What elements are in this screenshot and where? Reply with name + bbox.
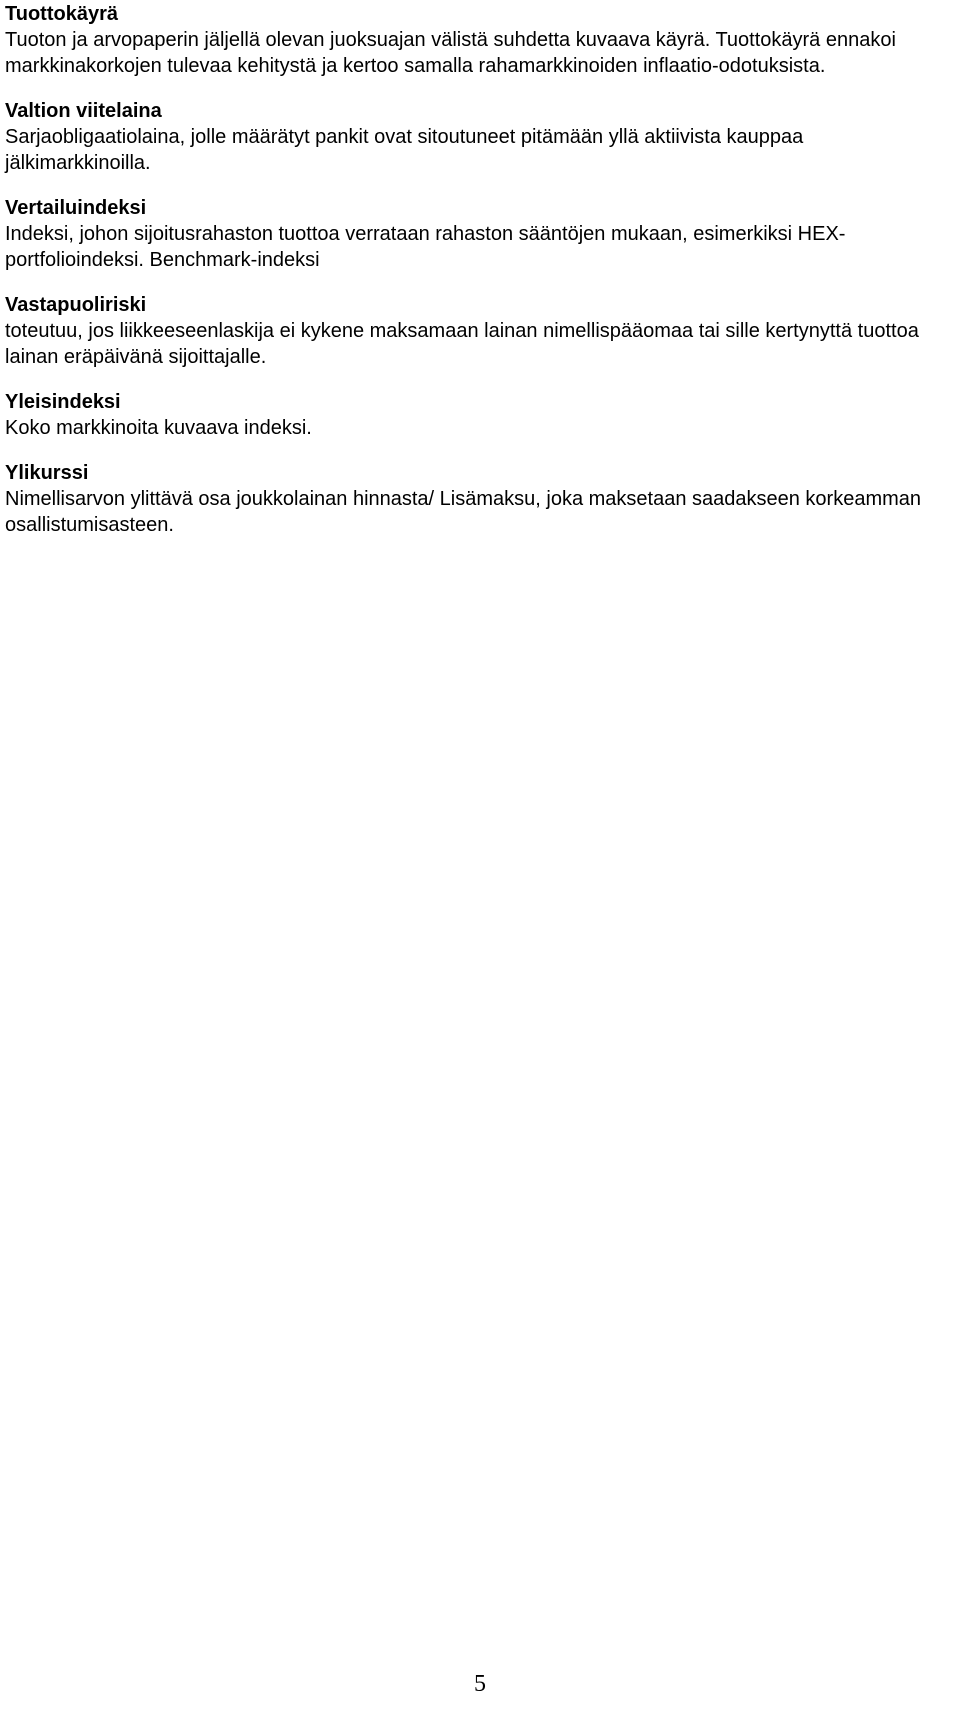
glossary-definition: Tuoton ja arvopaperin jäljellä olevan juoksuajan välistä suhdetta kuvaava käyrä. Tuottokäyrä ennakoi markkinakorkojen tulevaa kehitystä ja kertoo samalla rahamarkkinoiden inflaatio-odotuksista. (5, 29, 896, 77)
glossary-entry (5, 459, 950, 538)
glossary-entry (5, 388, 950, 441)
glossary-definition: Koko markkinoita kuvaava indeksi. (5, 417, 312, 439)
glossary-term: Vertailuindeksi (5, 197, 147, 219)
glossary-definition: Indeksi, johon sijoitusrahaston tuottoa verrataan rahaston sääntöjen mukaan, esimerkiksi HEX-portfolioindeksi. Benchmark-indeksi (5, 223, 846, 271)
glossary-entry (5, 291, 950, 370)
glossary-definition: Sarjaobligaatiolaina, jolle määrätyt pankit ovat sitoutuneet pitämään yllä aktiivista kauppaa jälkimarkkinoilla. (5, 126, 804, 174)
glossary-term: Valtion viitelaina (5, 100, 162, 122)
glossary-term: Tuottokäyrä (5, 3, 118, 25)
glossary-definition: toteutuu, jos liikkeeseenlaskija ei kykene maksamaan lainan nimellispääomaa tai sille kertynyttä tuottoa lainan eräpäivänä sijoittajalle. (5, 320, 919, 368)
glossary (5, 0, 950, 556)
glossary-term: Ylikurssi (5, 462, 89, 484)
glossary-entry (5, 0, 950, 79)
glossary-definition: Nimellisarvon ylittävä osa joukkolainan hinnasta/ Lisämaksu, joka maksetaan saadakseen korkeamman osallistumisasteen. (5, 488, 922, 536)
glossary-entry (5, 97, 950, 176)
page-number: 5 (474, 1671, 486, 1697)
glossary-term: Vastapuoliriski (5, 294, 147, 316)
glossary-term: Yleisindeksi (5, 391, 121, 413)
glossary-entry (5, 194, 950, 273)
